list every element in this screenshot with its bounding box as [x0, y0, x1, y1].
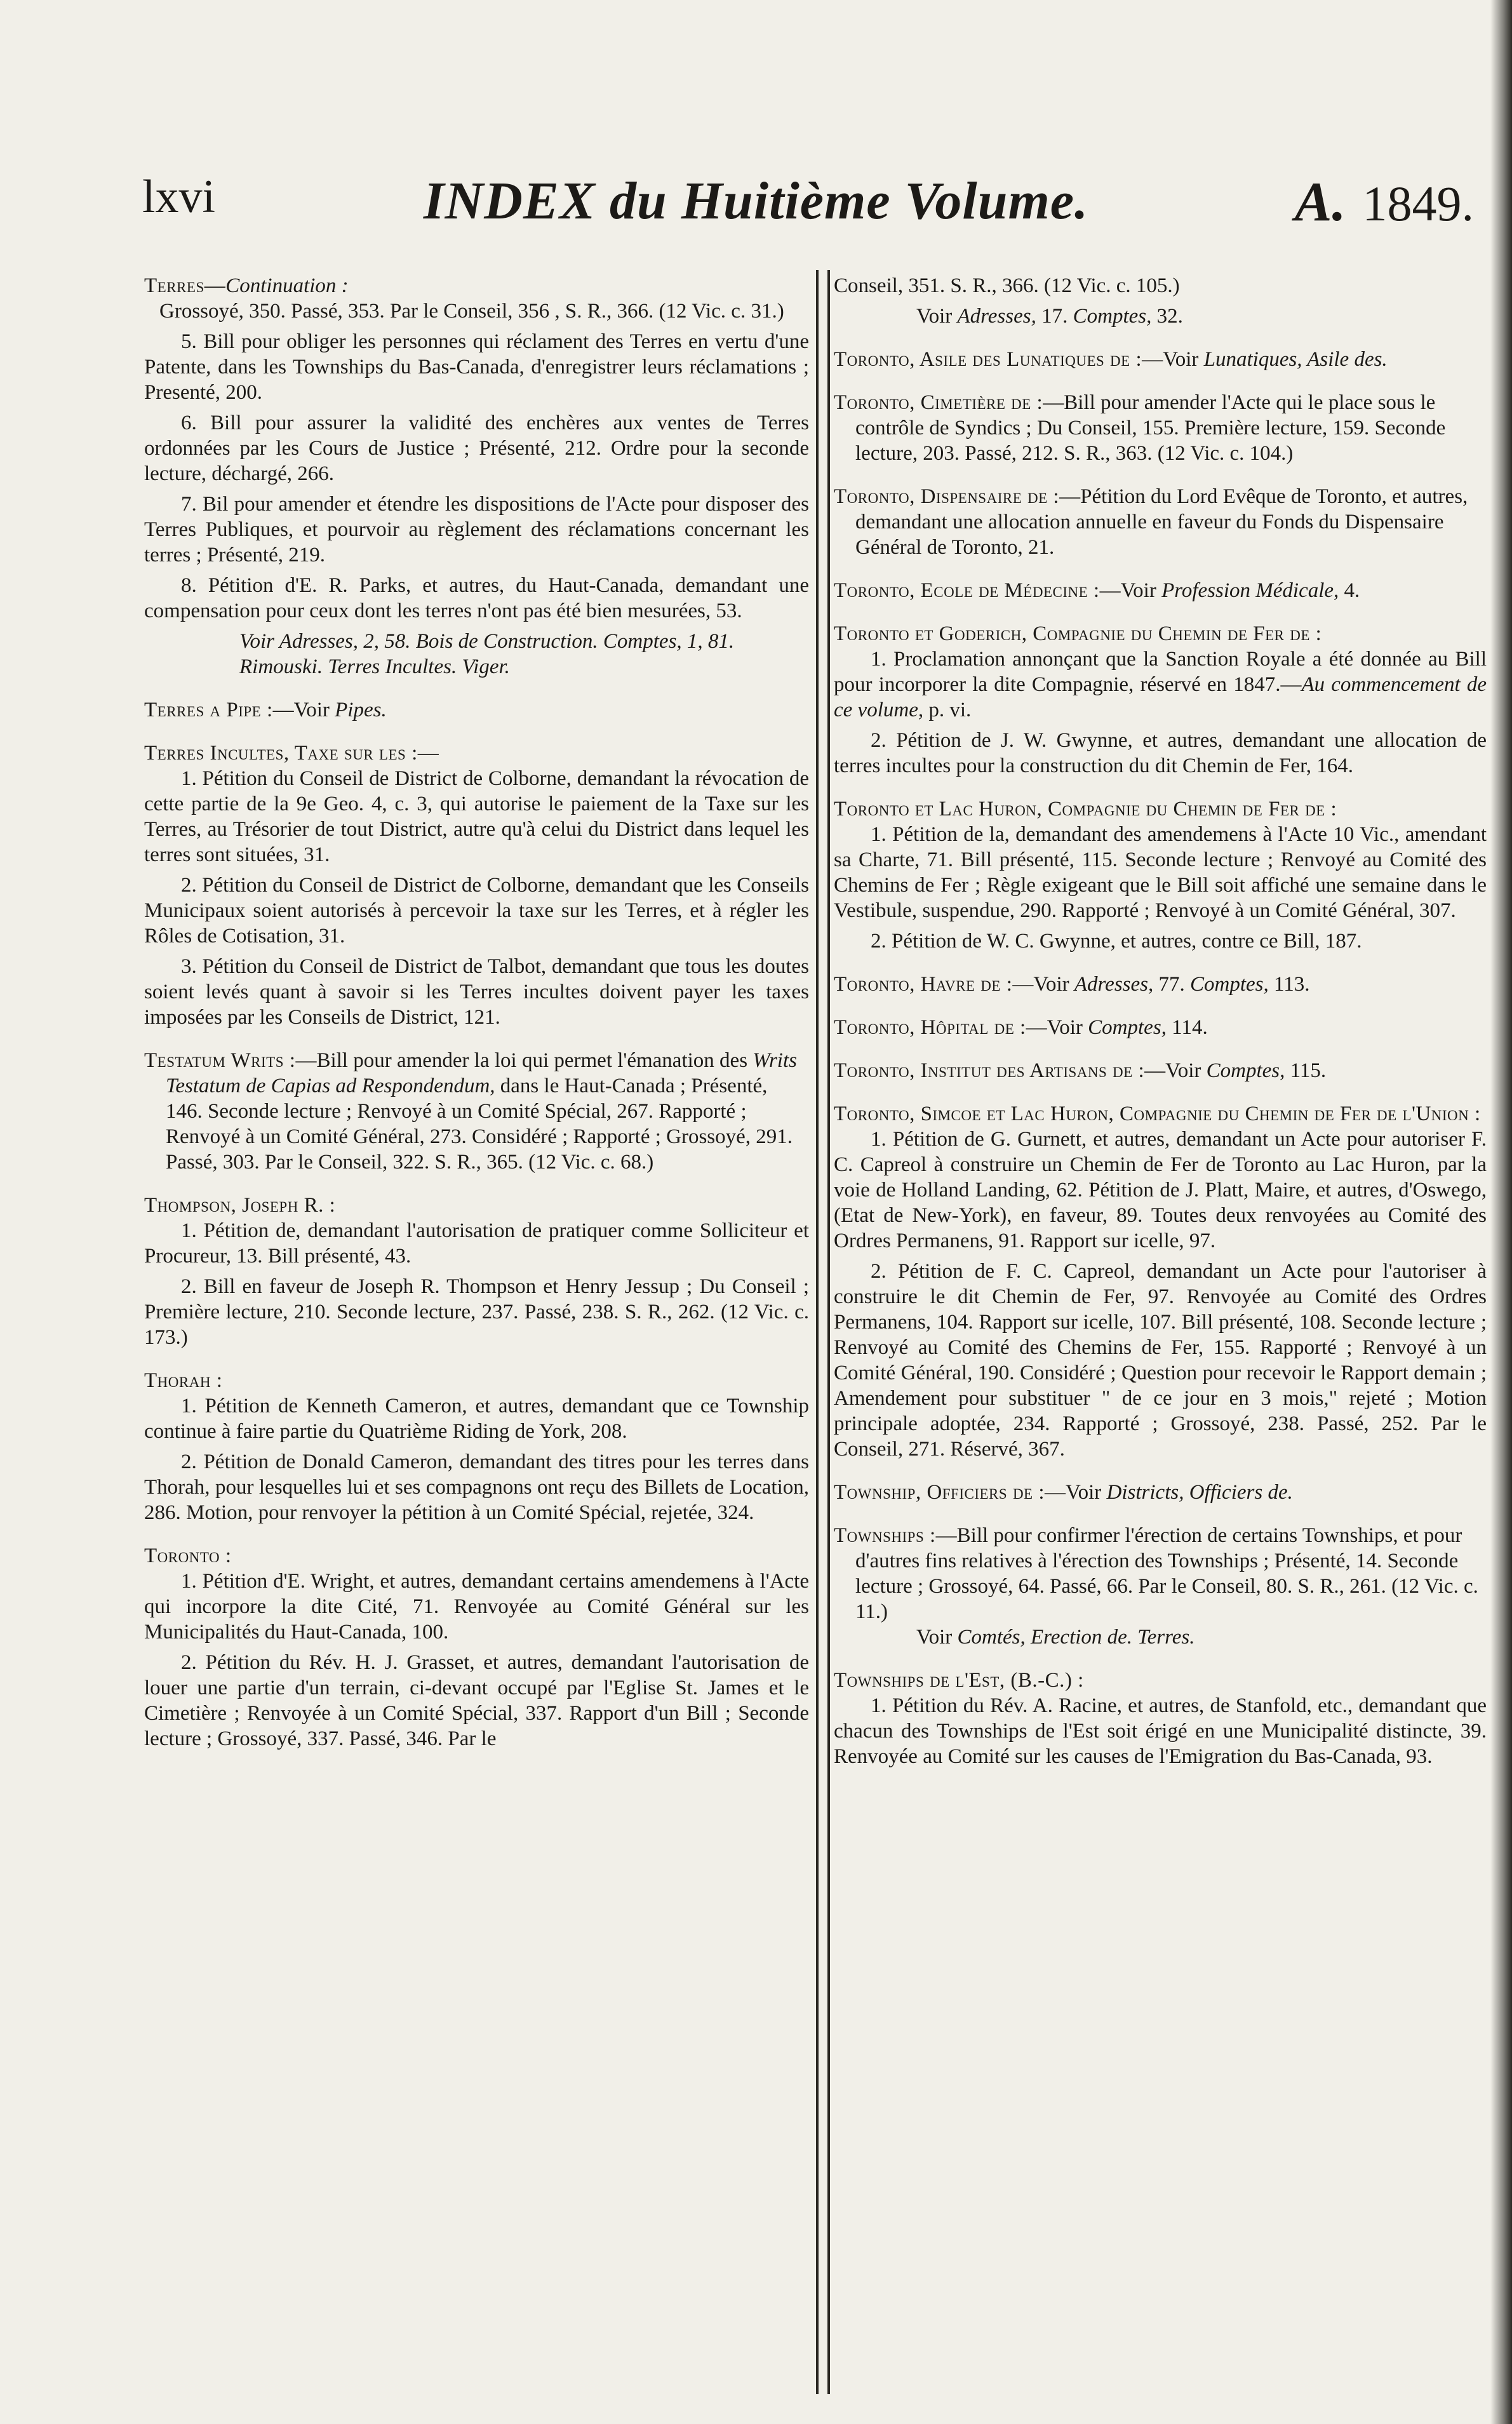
entry-thorah — [144, 1368, 809, 1525]
entry-paragraph: 8. Pétition d'E. R. Parks, et autres, du Haut-Canada, demandant une compensation pour ceux dont les terres n'ont pas été bien mesurées, 53. — [144, 574, 809, 622]
entry-thompson — [144, 1193, 809, 1350]
entry-paragraph: Grossoyé, 350. Passé, 353. Par le Conseil, 356 , S. R., 366. (12 Vic. c. 31.) — [159, 300, 784, 323]
cross-reference: Lunatiques, Asile des. — [1203, 348, 1388, 371]
entry-paragraph: 1. Pétition d'E. Wright, et autres, demandant certains amendemens à l'Acte qui incorpore la dite Cité, 71. Renvoyée au Comité Général sur les Municipalités du Haut-Canada, 100. — [144, 1570, 809, 1644]
cross-reference: Districts, Officiers de. — [1106, 1481, 1293, 1504]
cross-reference: Voir Comtés, Erection de. Terres. — [916, 1626, 1195, 1649]
entry-paragraph: Conseil, 351. S. R., 366. (12 Vic. c. 105.) — [834, 274, 1180, 297]
year-value: 1849. — [1362, 176, 1474, 231]
entry-paragraph: 1. Proclamation annonçant que la Sanction Royale a été donnée au Bill pour incorporer la dite Compagnie, réservé en 1847.—Au commencement de ce volume, p. vi. — [834, 648, 1487, 721]
entry-paragraph: 2. Pétition de Donald Cameron, demandant des titres pour les terres dans Thorah, pour lesquelles lui et ses compagnons ont reçu des Billets de Location, 286. Motion, pour renvoyer la pétition à un Comité Spécial, rejetée, 324. — [144, 1450, 809, 1524]
cross-reference: Profession Médicale, — [1161, 579, 1339, 602]
entry-terres-a-pipe — [144, 697, 809, 723]
entry-heading: Townships : — [834, 1524, 936, 1547]
entry-paragraph: 2. Pétition de W. C. Gwynne, et autres, contre ce Bill, 187. — [871, 930, 1362, 953]
entry-heading: Toronto et Lac Huron, Compagnie du Chemin de Fer de : — [834, 798, 1337, 820]
column-divider-right — [827, 270, 830, 2394]
entry-paragraph: 1. Pétition de, demandant l'autorisation de pratiquer comme Solliciteur et Procureur, 13. Bill présenté, 43. — [144, 1219, 809, 1268]
entry-terres — [144, 273, 809, 680]
page-title: INDEX du Huitième Volume. — [423, 171, 1089, 231]
page-number: lxvi — [142, 171, 216, 223]
entry-heading: Toronto, Dispensaire de : — [834, 485, 1060, 508]
entry-toronto-dispensaire — [834, 484, 1487, 560]
entry-toronto-havre: Toronto, Havre de :—Voir Adresses, 77. Comptes, 113. — [834, 973, 1310, 996]
entry-heading: Thompson, Joseph R. : — [144, 1194, 336, 1217]
entry-heading: Toronto, Institut des Artisans de : — [834, 1059, 1145, 1082]
entry-toronto-hopital: Toronto, Hôpital de :—Voir Comptes, 114. — [834, 1016, 1208, 1039]
entry-heading: Thorah : — [144, 1369, 223, 1392]
entry-paragraph: 1. Pétition de Kenneth Cameron, et autres, demandant que ce Township continue à faire partie du Quatrième Riding de York, 208. — [144, 1395, 809, 1443]
entry-heading: Testatum Writs : — [144, 1049, 296, 1072]
entry-heading: Toronto, Havre de : — [834, 973, 1013, 996]
entry-paragraph: 1. Pétition du Conseil de District de Colborne, demandant la révocation de cette partie de la 9e Geo. 4, c. 3, qui autorise le paiement de la Taxe sur les Terres, au Trésorier de tout District, autre qu'à celui du District dans lequel les terres sont situées, 31. — [144, 767, 809, 866]
entry-townships-est — [834, 1668, 1487, 1769]
entry-text: —Bill pour confirmer l'érection de certains Townships, et pour d'autres fins relatives à l'érection des Townships ; Présenté, 14. Seconde lecture ; Grossoyé, 64. Passé, 66. Par le Conseil, 80. S. R., 261. (12 Vic. c. 11.) — [855, 1524, 1478, 1623]
entry-heading: Toronto et Goderich, Compagnie du Chemin de Fer de : — [834, 622, 1322, 645]
entry-paragraph: 2. Pétition du Conseil de District de Colborne, demandant que les Conseils Municipaux soient autorisés à percevoir la taxe sur les Terres, et à régler les Rôles de Cotisation, 31. — [144, 874, 809, 948]
entry-paragraph: 1. Pétition de G. Gurnett, et autres, demandant un Acte pour autoriser F. C. Capreol à construire un Chemin de Fer de Toronto au Lac Huron, par la voie de Holland Landing, 62. Pétition de J. Platt, Maire, et autres, d'Oswego, (Etat de New-York), en faveur, 89. Toutes deux renvoyées au Comité des Ordres Permanens, 91. Rapport sur icelle, 97. — [834, 1128, 1487, 1252]
entry-toronto-cimetiere — [834, 390, 1487, 466]
entry-text: —Voir — [272, 699, 335, 721]
entry-heading: Toronto : — [144, 1544, 232, 1567]
entry-paragraph: 6. Bill pour assurer la validité des enchères aux ventes de Terres ordonnées par les Cours de Justice ; Présenté, 212. Ordre pour la seconde lecture, déchargé, 266. — [144, 412, 809, 485]
entry-toronto-lac-huron — [834, 796, 1487, 954]
entry-toronto — [144, 1543, 809, 1751]
entry-heading: Toronto, Asile des Lunatiques de : — [834, 348, 1142, 371]
entry-toronto-institut: Toronto, Institut des Artisans de :—Voir Comptes, 115. — [834, 1059, 1327, 1082]
entry-paragraph: 2. Pétition du Rév. H. J. Grasset, et autres, demandant l'autorisation de louer une partie d'un terrain, ci-devant occupé par l'Eglise St. James et le Cimetière ; Renvoyée à un Comité Spécial, 337. Rapport d'un Bill ; Seconde lecture ; Grossoyé, 337. Passé, 346. Par le — [144, 1651, 809, 1750]
entry-toronto-simcoe — [834, 1101, 1487, 1462]
entry-text: —Bill pour amender la loi qui permet l'émanation des — [295, 1049, 753, 1072]
entry-paragraph: 7. Bil pour amender et étendre les dispositions de l'Acte pour disposer des Terres Publiques, et pourvoir au règlement des réclamations concernant les terres ; Présenté, 219. — [144, 493, 809, 566]
entry-paragraph: 1. Pétition de la, demandant des amendemens à l'Acte 10 Vic., amendant sa Charte, 71. Bill présenté, 115. Seconde lecture ; Renvoyé au Comité des Chemins de Fer ; Règle exigeant que le Bill soit affiché une semaine dans le Vestibule, suspendue, 290. Rapporté ; Renvoyé à un Comité Général, 307. — [834, 823, 1487, 922]
entry-paragraph: 2. Bill en faveur de Joseph R. Thompson et Henry Jessup ; Du Conseil ; Première lecture, 210. Seconde lecture, 237. Passé, 238. S. R., 262. (12 Vic. c. 173.) — [144, 1275, 809, 1349]
entry-heading: Terres Incultes, Taxe sur les :— — [144, 742, 439, 765]
column-divider-left — [816, 270, 819, 2394]
entry-paragraph: 3. Pétition du Conseil de District de Talbot, demandant que tous les doutes soient levés quant à savoir si les Terres incultes doivent payer les taxes imposées par les Conseils de District, 121. — [144, 955, 809, 1029]
cross-reference: Pipes. — [335, 699, 387, 721]
entry-townships — [834, 1523, 1487, 1650]
cross-reference: Voir Adresses, 2, 58. Bois de Construction. Comptes, 1, 81. Rimouski. Terres Incultes. Viger. — [239, 630, 735, 678]
entry-heading: Townships de l'Est, (B.-C.) : — [834, 1669, 1084, 1692]
entry-paragraph: 2. Pétition de J. W. Gwynne, et autres, demandant une allocation de terres incultes pour la construction du dit Chemin de Fer, 164. — [834, 729, 1487, 777]
binding-edge-shadow — [1490, 0, 1512, 2424]
year-label — [1295, 170, 1474, 240]
entry-text: —Pétition du Lord Evêque de Toronto, et autres, demandant une allocation annuelle en faveur du Fonds du Dispensaire Général de Toronto, 21. — [855, 485, 1468, 559]
entry-text: —Bill pour amender l'Acte qui le place sous le contrôle de Syndics ; Du Conseil, 155. Première lecture, 159. Seconde lecture, 203. Passé, 212. S. R., 363. (12 Vic. c. 104.) — [855, 391, 1446, 465]
entry-text-italic: Writs Testatum de Capias ad Respondendum, — [166, 1049, 797, 1097]
entry-toronto-asile: Toronto, Asile des Lunatiques de :—Voir Lunatiques, Asile des. — [834, 348, 1388, 371]
entry-toronto-ecole: Toronto, Ecole de Médecine :—Voir Profession Médicale, 4. — [834, 579, 1360, 602]
entry-heading: Toronto, Cimetière de : — [834, 391, 1043, 414]
entry-heading: Terres— — [144, 274, 226, 297]
entry-text: dans le Haut-Canada ; Présenté, 146. Seconde lecture ; Renvoyé à un Comité Spécial, 267. Rapporté ; Renvoyé à un Comité Général, 273. Considéré ; Rapporté ; Grossoyé, 291. Passé, 303. Par le Conseil, 322. S. R., 365. (12 Vic. c. 68.) — [166, 1075, 793, 1174]
entry-paragraph: 2. Pétition de F. C. Capreol, demandant un Acte pour l'autoriser à construire le dit Chemin de Fer, 97. Renvoyée au Comité des Ordres Permanens, 104. Rapport sur icelle, 107. Bill présenté, 108. Seconde lecture ; Renvoyé au Comité des Chemins de Fer, 155. Rapporté ; Renvoyé à un Comité Général, 190. Considéré ; Question pour recevoir le Rapport demain ; Amendement pour substituer " de ce jour en 3 mois," rejeté ; Motion principale adoptée, 234. Rapporté ; Grossoyé, 238. Passé, 252. Par le Conseil, 271. Réservé, 367. — [834, 1260, 1487, 1461]
entry-heading-continuation: Continuation : — [225, 274, 349, 297]
entry-terres-incultes — [144, 740, 809, 1030]
entry-heading: Terres a Pipe : — [144, 699, 273, 721]
entry-toronto-continued — [834, 273, 1487, 329]
right-column — [834, 273, 1487, 1787]
entry-paragraph: 1. Pétition du Rév. A. Racine, et autres, de Stanfold, etc., demandant que chacun des Townships de l'Est soit érigé en une Municipalité distincte, 39. Renvoyée au Comité sur les causes de l'Emigration du Bas-Canada, 93. — [834, 1694, 1487, 1768]
entry-testatum-writs — [144, 1048, 809, 1175]
entry-heading: Toronto, Simcoe et Lac Huron, Compagnie du Chemin de Fer de l'Union : — [834, 1102, 1481, 1125]
entry-paragraph: 5. Bill pour obliger les personnes qui réclament des Terres en vertu d'une Patente, dans les Townships du Bas-Canada, d'enregistrer leurs réclamations ; Presenté, 200. — [144, 330, 809, 404]
entry-heading: Township, Officiers de : — [834, 1481, 1045, 1504]
entry-township-officiers: Township, Officiers de :—Voir Districts, Officiers de. — [834, 1481, 1293, 1504]
entry-toronto-goderich — [834, 621, 1487, 779]
entry-heading: Toronto, Ecole de Médecine : — [834, 579, 1100, 602]
cross-reference: Voir Adresses, 17. Comptes, 32. — [916, 305, 1183, 328]
entry-heading: Toronto, Hôpital de : — [834, 1016, 1026, 1039]
left-column — [144, 273, 809, 1769]
year-prefix: A. — [1294, 171, 1346, 233]
